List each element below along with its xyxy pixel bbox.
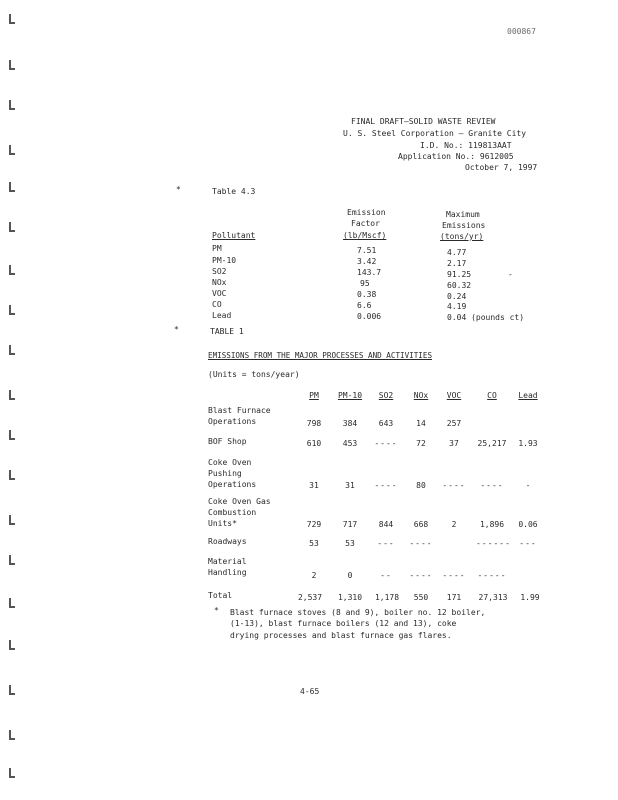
table-b-subtitle: EMISSIONS FROM THE MAJOR PROCESSES AND ACTIVITIES: [208, 351, 433, 360]
pollutant-cell: Lead: [212, 311, 232, 320]
pollutant-cell: NOx: [212, 278, 227, 287]
column-header: Lead: [518, 391, 538, 400]
factor-cell: 7.51: [357, 246, 377, 255]
pollutant-cell: SO2: [212, 267, 227, 276]
header-line-2: U. S. Steel Corporation — Granite City: [343, 129, 527, 138]
table-cell: 27,313: [478, 593, 508, 602]
table-cell: 31: [345, 481, 355, 490]
header-line-1: FINAL DRAFT—SOLID WASTE REVIEW: [351, 117, 496, 126]
table-cell: ------: [476, 539, 511, 548]
table-cell: 25,217: [477, 439, 507, 448]
table-a-col3-header-l3: (tons/yr): [440, 232, 484, 241]
factor-cell: 143.7: [357, 268, 382, 277]
table-cell: ----: [442, 571, 466, 580]
table-cell: ----: [374, 439, 398, 448]
table-b-title: TABLE 1: [210, 327, 244, 336]
column-header: CO: [487, 391, 497, 400]
row-label: Operations: [208, 417, 257, 426]
row-label: Units*: [208, 519, 237, 528]
table-cell: ----: [374, 481, 398, 490]
header-line-5: October 7, 1997: [465, 163, 538, 172]
header-line-3: I.D. No.: 119813AAT: [420, 141, 512, 150]
pollutant-cell: PM-10: [212, 256, 237, 265]
table-cell: -: [525, 481, 531, 490]
footnote-line: Blast furnace stoves (8 and 9), boiler no. 12 boiler,: [230, 608, 486, 617]
table-a-row: [212, 244, 222, 253]
header-line-4: Application No.: 9612005: [398, 152, 514, 161]
table-cell: -----: [477, 571, 507, 580]
table-cell: 53: [345, 539, 355, 548]
table-cell: ----: [480, 481, 504, 490]
table-cell: 717: [342, 520, 358, 529]
table-cell: 610: [306, 439, 322, 448]
table-cell: 2: [451, 520, 457, 529]
table-a-title: Table 4.3: [212, 187, 256, 196]
row-label: Roadways: [208, 537, 247, 546]
pollutant-cell: CO: [212, 300, 222, 309]
table-cell: 1.99: [520, 593, 540, 602]
emissions-cell: 91.25: [447, 270, 472, 279]
table-cell: 550: [413, 593, 429, 602]
footnote-line: (1-13), blast furnace boilers (12 and 13), coke: [230, 619, 457, 628]
table-cell: ----: [409, 571, 433, 580]
table-cell: 1,178: [374, 593, 400, 602]
table-cell: 171: [446, 593, 462, 602]
footnote-marker: *: [214, 606, 219, 615]
document-id: 000867: [507, 27, 536, 36]
table-a-col2-header-l1: Emission: [347, 208, 386, 217]
row-label: Coke Oven Gas: [208, 497, 271, 506]
emissions-cell: 2.17: [447, 259, 467, 268]
table-a-col3-header-l2: Emissions: [442, 221, 486, 230]
table-cell: 80: [416, 481, 426, 490]
table-cell: 1.93: [518, 439, 538, 448]
table-cell: 14: [416, 419, 426, 428]
stray-mark: -: [508, 270, 513, 279]
factor-cell: 6.6: [357, 301, 372, 310]
column-header: SO2: [378, 391, 394, 400]
row-label: Combustion: [208, 508, 257, 517]
table-a-marker: *: [176, 185, 181, 194]
row-label: Coke Oven: [208, 458, 252, 467]
table-cell: 2: [311, 571, 317, 580]
binder-marks: [6, 0, 18, 800]
emissions-cell: 60.32: [447, 281, 472, 290]
factor-cell: 0.38: [357, 290, 377, 299]
table-cell: 257: [446, 419, 462, 428]
table-cell: 37: [449, 439, 459, 448]
table-a-col2-header-l3: (lb/Mscf): [343, 231, 387, 240]
row-label: BOF Shop: [208, 437, 247, 446]
row-label: Blast Furnace: [208, 406, 271, 415]
table-cell: 453: [342, 439, 358, 448]
table-cell: 2,537: [297, 593, 323, 602]
table-b-units: (Units = tons/year): [208, 370, 300, 379]
table-cell: 0: [347, 571, 353, 580]
table-cell: ----: [442, 481, 466, 490]
factor-cell: 3.42: [357, 257, 377, 266]
table-cell: 844: [378, 520, 394, 529]
table-cell: ----: [409, 539, 433, 548]
emissions-cell: 4.19: [447, 302, 467, 311]
table-cell: 668: [413, 520, 429, 529]
row-label: Material: [208, 557, 247, 566]
table-cell: 53: [309, 539, 319, 548]
table-cell: 643: [378, 419, 394, 428]
table-a-col1-header: Pollutant: [212, 231, 256, 240]
table-cell: ---: [519, 539, 537, 548]
table-cell: 384: [342, 419, 358, 428]
table-a-col2-header-l2: Factor: [351, 219, 380, 228]
table-cell: 729: [306, 520, 322, 529]
table-cell: 1,896: [479, 520, 505, 529]
column-header: NOx: [413, 391, 429, 400]
table-cell: 1,310: [337, 593, 363, 602]
pollutant-cell: PM: [212, 244, 222, 253]
emissions-cell: 4.77: [447, 248, 467, 257]
row-label: Handling: [208, 568, 247, 577]
table-cell: ---: [377, 539, 395, 548]
column-header: VOC: [446, 391, 462, 400]
table-a-col3-header-l1: Maximum: [446, 210, 480, 219]
column-header: PM-10: [337, 391, 363, 400]
emissions-cell: 0.04 (pounds ct): [447, 313, 525, 322]
table-cell: --: [380, 571, 392, 580]
column-header: PM: [309, 391, 319, 400]
table-b-marker: *: [174, 325, 179, 334]
emissions-cell: 0.24: [447, 292, 467, 301]
pollutant-cell: VOC: [212, 289, 227, 298]
row-label: Total: [208, 591, 233, 600]
footnote-line: drying processes and blast furnace gas flares.: [230, 631, 452, 640]
row-label: Pushing: [208, 469, 242, 478]
table-cell: 0.06: [518, 520, 538, 529]
table-cell: 798: [306, 419, 322, 428]
table-cell: 31: [309, 481, 319, 490]
factor-cell: 95: [360, 279, 370, 288]
table-cell: 72: [416, 439, 426, 448]
row-label: Operations: [208, 480, 257, 489]
factor-cell: 0.006: [357, 312, 382, 321]
page-number: 4-65: [300, 687, 320, 696]
